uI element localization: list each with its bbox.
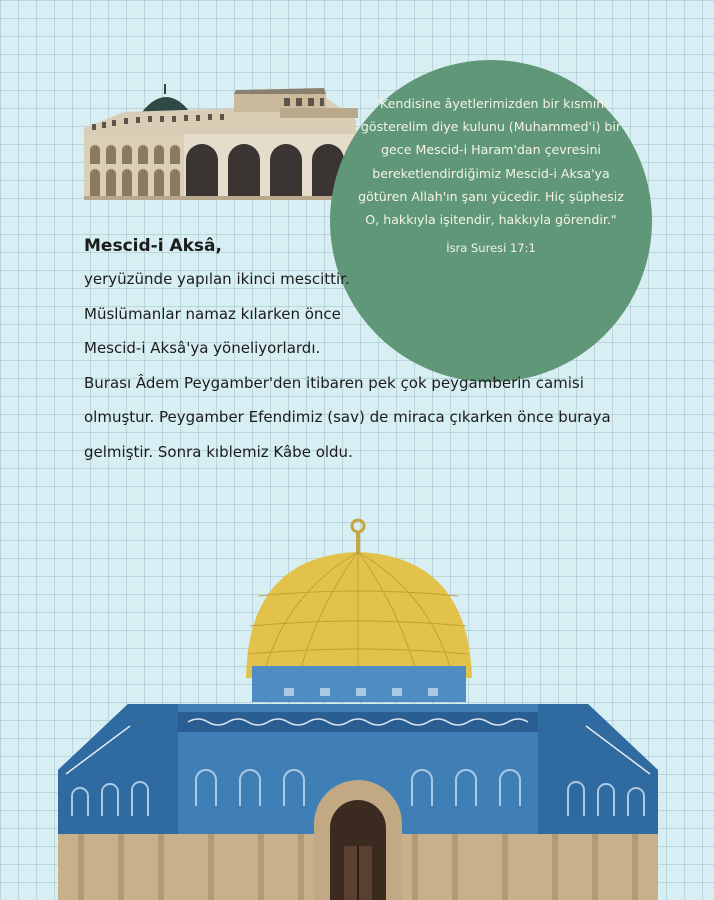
quote-source: İsra Suresi 17:1 <box>446 241 536 256</box>
paragraph-1: yeryüzünde yapılan ikinci mescittir. Müslümanlar namaz kılarken önce Mescid-i Aksâ'ya yöneliyorlardı. <box>84 270 350 357</box>
al-aqsa-mosque-illustration <box>84 84 360 200</box>
main-text <box>84 232 644 469</box>
dome-of-the-rock-illustration <box>58 516 658 900</box>
section-title: Mescid-i Aksâ, <box>84 236 222 256</box>
paragraph-2: Burası Âdem Peygamber'den itibaren pek çok peygamberin camisi olmuştur. Peygamber Efendimiz (sav) de miraca çıkarken önce buraya gelmiştir. Sonra kıblemiz Kâbe oldu. <box>84 373 611 461</box>
quote-text: "Kendisine âyetlerimizden bir kısmını gösterelim diye kulunu (Muhammed'i) bir gece Mescid-i Haram'dan çevresini bereketlendirdiğimiz Mescid-i Aksa'ya götüren Allah'ın şanı yücedir. Hiç şüphesiz O, hakkıyla işitendir, hakkıyla görendir." <box>358 96 624 228</box>
